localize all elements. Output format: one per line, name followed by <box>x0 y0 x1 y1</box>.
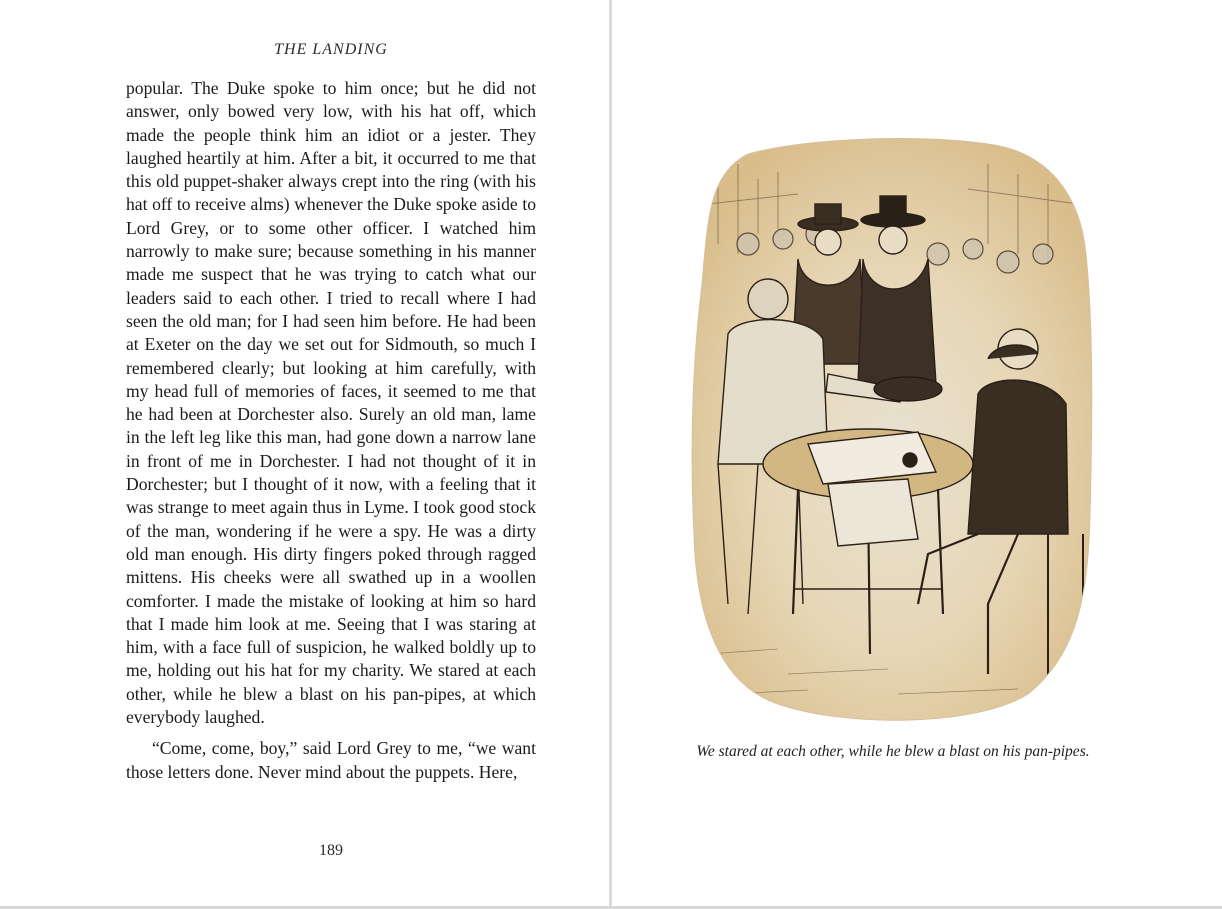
paragraph-1: popular. The Duke spoke to him once; but he did not answer, only bowed very low, with his hat off, which made the people think him an idiot or a jester. They laughed heartily at him. After a bit, it occurred to me that this old puppet-shaker always crept into the ring (with his hat off to receive alms) whenever the Duke spoke aside to Lord Grey, or to some other officer. I watched him narrowly to make sure; because something in his manner made me suspect that he was trying to catch what our leaders said to each other. I tried to recall where I had seen the old man; for I had seen him before. He had been at Exeter on the day we set out for Sidmouth, so much I remembered clearly; but looking at him carefully, with my head full of memories of faces, it seemed to me that he had been at Dorchester also. Surely an old man, lame in the left leg like this man, had gone down a narrow lane in front of me in Dorchester. I had not thought of it in Dorchester; but I thought of it now, with a feeling that it was strange to meet again thus in Lyme. I took good stock of the man, wondering if he were a spy. He was a dirty old man enough. His dirty fingers poked through ragged mittens. His cheeks were all swathed up in a woollen comforter. I made the mistake of looking at him so hard that I made him look at me. Seeing that I was staring at him, with a face full of suspicion, he walked boldly up to me, holding out his hat for my charity. We stared at each other, while he blew a blast on his pan-pipes, at which everybody laughed. <box>126 78 536 728</box>
illustration-drawing <box>688 134 1098 726</box>
running-head: THE LANDING <box>274 41 388 58</box>
illustration <box>688 134 1098 726</box>
paragraph-2: “Come, come, boy,” said Lord Grey to me, “we want those letters done. Never mind about the puppets. Here, <box>126 738 536 782</box>
left-page <box>0 0 610 906</box>
illustration-caption: We stared at each other, while he blew a blast on his pan-pipes. <box>696 743 1090 760</box>
page-number: 189 <box>319 842 343 859</box>
body-text <box>126 77 536 784</box>
